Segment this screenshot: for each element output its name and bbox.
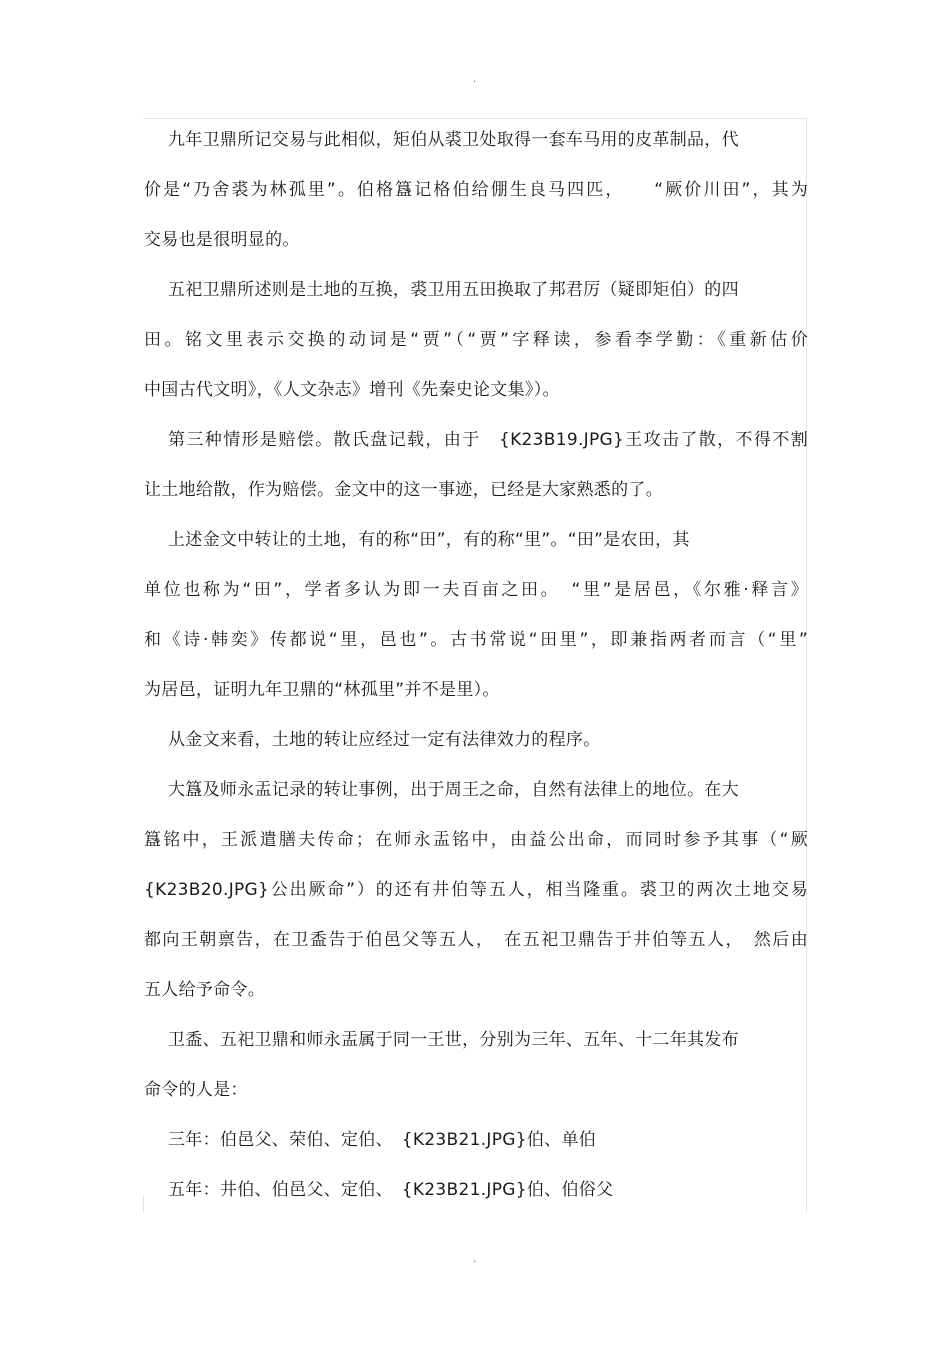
text-line: 九年卫鼎所记交易与此相似，矩伯从裘卫处取得一套车马用的皮革制品，代 [168, 130, 739, 150]
text-line: 簋铭中，王派遣膳夫传命；在师永盂铭中，由益公出命，而同时参予其事（“厥 [144, 830, 808, 850]
text-line: 大簋及师永盂记录的转让事例，出于周王之命，自然有法律上的地位。在大 [168, 780, 739, 800]
text-line: 五祀卫鼎所述则是土地的互换，裘卫用五田换取了邦君厉（疑即矩伯）的四 [168, 280, 739, 300]
text-line: 三年：伯邑父、荣伯、定伯、 {K23B21.JPG}伯、单伯 [168, 1130, 597, 1150]
text-line: 上述金文中转让的土地，有的称“田”，有的称“里”。“田”是农田，其 [168, 530, 690, 550]
text-line: 从金文来看，土地的转让应经过一定有法律效力的程序。 [168, 730, 601, 750]
text-line: 价是“乃舍裘为林孤里”。伯格簋记格伯给倗生良马四匹， “厥价川田”，其为 [144, 180, 808, 200]
text-line: 五人给予命令。 [144, 980, 266, 1000]
text-line: 命令的人是： [144, 1080, 248, 1100]
text-line: 让土地给散，作为赔偿。金文中的这一事迹，已经是大家熟悉的了。 [144, 480, 663, 500]
page-frame-right [806, 118, 807, 1213]
text-line: 中国古代文明》，《人文杂志》增刊《先秦史论文集》）。 [144, 380, 560, 400]
text-line: 单位也称为“田”，学者多认为即一夫百亩之田。 “里”是居邑，《尔雅·释言》 [144, 580, 808, 600]
text-line: 卫盉、五祀卫鼎和师永盂属于同一王世，分别为三年、五年、十二年其发布 [168, 1030, 739, 1050]
text-line: 田。铭文里表示交换的动词是“贾”（“贾”字释读，参看李学勤：《重新估价 [144, 330, 808, 350]
text-line: 为居邑，证明九年卫鼎的“林孤里”并不是里）。 [144, 680, 500, 700]
text-line: {K23B20.JPG}公出厥命”）的还有井伯等五人，相当隆重。裘卫的两次土地交易 [144, 880, 808, 900]
page-bottom-dot: · [473, 1257, 477, 1268]
text-line: 第三种情形是赔偿。散氏盘记载，由于 {K23B19.JPG}王攻击了散，不得不割 [168, 430, 808, 450]
text-line: 交易也是很明显的。 [144, 230, 300, 250]
page-frame-top [143, 118, 807, 119]
page-top-dot: · [473, 77, 477, 88]
text-line: 都向王朝禀告，在卫盉告于伯邑父等五人， 在五祀卫鼎告于井伯等五人， 然后由 [144, 930, 808, 950]
text-line: 和《诗·韩奕》传都说“里，邑也”。古书常说“田里”，即兼指两者而言（“里” [144, 630, 808, 650]
text-line: 五年：井伯、伯邑父、定伯、 {K23B21.JPG}伯、伯俗父 [168, 1180, 614, 1200]
